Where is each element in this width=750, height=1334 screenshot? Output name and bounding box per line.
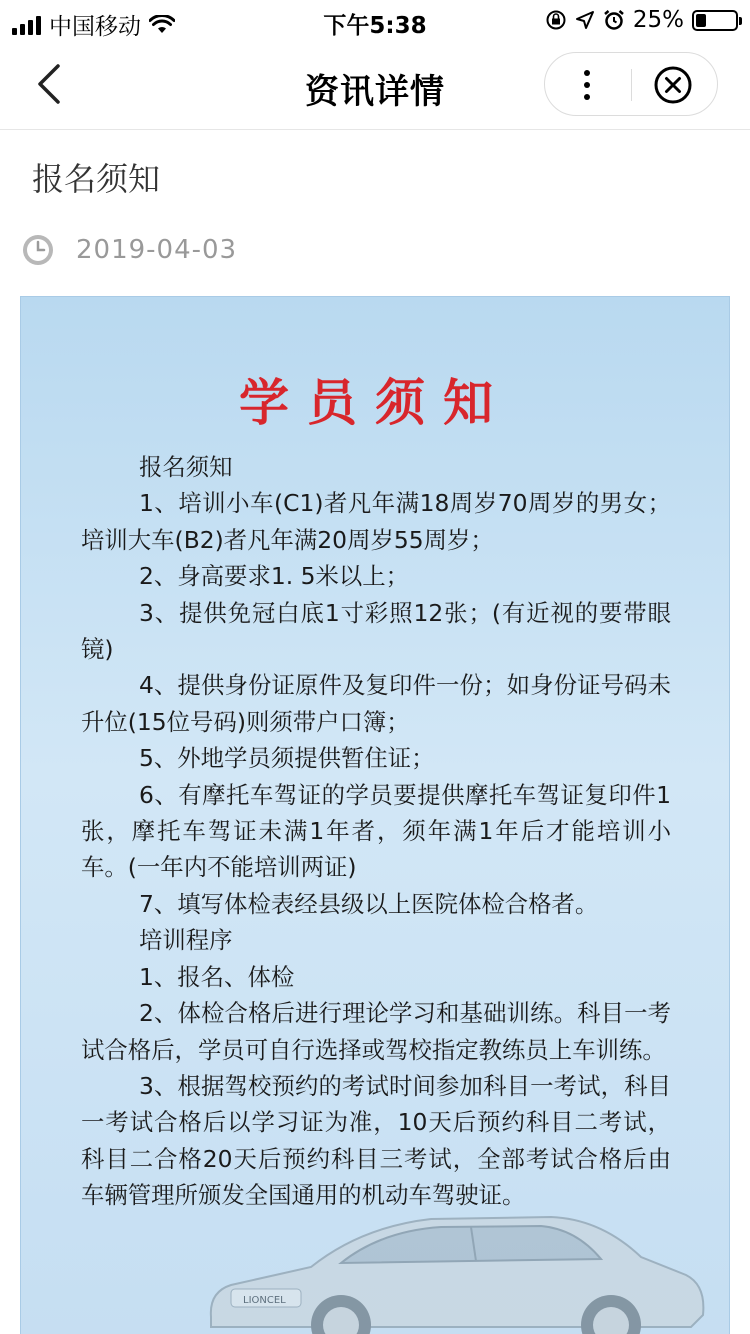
miniprogram-capsule (544, 52, 718, 116)
close-button[interactable] (653, 65, 693, 105)
article-poster-image (20, 296, 730, 1334)
more-button[interactable] (559, 57, 615, 113)
carrier-name: 中国移动 (49, 14, 141, 40)
battery-percent: 25% (632, 7, 684, 33)
article-date: 2019-04-03 (76, 235, 238, 265)
status-bar (0, 0, 750, 40)
poster-title: 学员须知 (239, 374, 511, 432)
article-date-row (22, 234, 237, 266)
article-title: 报名须知 (32, 160, 161, 198)
poster-paragraph: 培训程序 (139, 926, 233, 955)
battery-icon (692, 10, 738, 31)
location-arrow-icon (575, 10, 595, 30)
navigation-bar (0, 40, 750, 130)
clock-icon (22, 234, 54, 266)
poster-paragraph: 2、身高要求1. 5米以上； (139, 562, 410, 591)
car-badge: LIONCEL (243, 1295, 286, 1306)
poster-paragraph: 6、有摩托车驾证的学员要提供摩托车驾证复印件1张，摩托车驾证未满1年者，须年满1年后才能培训小车。(一年内不能培训两证) (81, 780, 671, 882)
orientation-lock-icon (545, 9, 567, 31)
poster-body (81, 449, 671, 1214)
poster-paragraph: 3、根据驾校预约的考试时间参加科目一考试，科目一考试合格后以学习证为准，10天后预约科目二考试，科目二合格20天后预约科目三考试，全部考试合格后由车辆管理所颁发全国通用的机动车驾驶证。 (81, 1071, 671, 1210)
poster-paragraph: 1、培训小车(C1)者凡年满18周岁70周岁的男女；培训大车(B2)者凡年满20周岁55周岁； (81, 489, 671, 554)
page-title: 资讯详情 (305, 72, 445, 112)
car-illustration (191, 1197, 711, 1334)
status-time: 下午5:38 (323, 13, 427, 39)
alarm-clock-icon (603, 9, 625, 31)
poster-paragraph: 3、提供免冠白底1寸彩照12张；(有近视的要带眼镜) (81, 598, 671, 664)
poster-paragraph: 4、提供身份证原件及复印件一份；如身份证号码未升位(15位号码)则须带户口簿； (81, 671, 671, 736)
more-dots-icon (584, 70, 590, 76)
poster-paragraph: 2、体检合格后进行理论学习和基础训练。科目一考试合格后，学员可自行选择或驾校指定教练员上车训练。 (81, 999, 671, 1064)
poster-paragraph: 7、填写体检表经县级以上医院体检合格者。 (139, 889, 599, 918)
poster-paragraph: 5、外地学员须提供暂住证； (139, 744, 435, 773)
poster-paragraph: 报名须知 (139, 453, 233, 481)
status-bar-right (545, 7, 738, 33)
capsule-divider (631, 69, 632, 101)
battery-level-fill (696, 14, 706, 27)
poster-paragraph: 1、报名、体检 (139, 962, 295, 991)
